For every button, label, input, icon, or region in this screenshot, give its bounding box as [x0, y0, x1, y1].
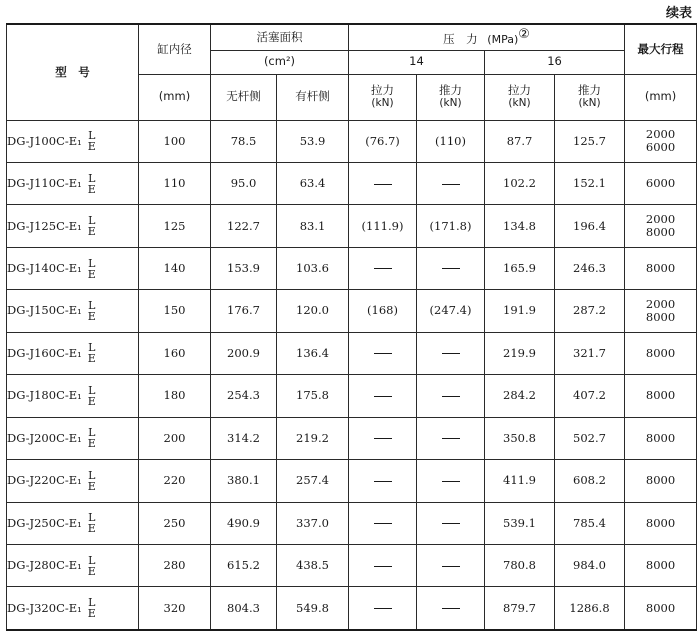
- model-code: DG-J150C-E₁: [7, 303, 82, 318]
- cell-bore: 250: [139, 502, 211, 544]
- header-rodless-side: 无杆侧: [211, 74, 277, 120]
- cell-rod-area: 120.0: [277, 290, 349, 332]
- model-suffix: L E: [87, 511, 96, 536]
- cell-rodless-area: 95.0: [211, 162, 277, 204]
- model-suffix: L E: [87, 256, 96, 281]
- cylinder-spec-table: [6, 23, 697, 631]
- cell-pull-14: [349, 545, 417, 587]
- cell-max-stroke: 8000: [625, 332, 697, 374]
- dash-mark: [442, 438, 460, 439]
- cell-push-16: 407.2: [555, 375, 625, 417]
- cell-push-16: 1286.8: [555, 587, 625, 630]
- cell-pull-16: 134.8: [485, 205, 555, 247]
- cell-pull-14: [349, 417, 417, 459]
- cell-push-14: [417, 162, 485, 204]
- dash-mark: [442, 353, 460, 354]
- cell-push-14: [417, 502, 485, 544]
- dash-mark: [374, 396, 392, 397]
- cell-pull-14: [349, 587, 417, 630]
- cell-rod-area: 438.5: [277, 545, 349, 587]
- cell-max-stroke: 8000: [625, 247, 697, 289]
- model-suffix: L E: [87, 129, 96, 154]
- dash-mark: [442, 481, 460, 482]
- model-code: DG-J200C-E₁: [7, 430, 82, 445]
- cell-rod-area: 219.2: [277, 417, 349, 459]
- cell-max-stroke: 8000: [625, 417, 697, 459]
- dash-mark: [374, 523, 392, 524]
- cell-push-16: 196.4: [555, 205, 625, 247]
- table-row: [7, 205, 697, 247]
- dash-mark: [374, 566, 392, 567]
- table-row: [7, 375, 697, 417]
- cell-bore: 200: [139, 417, 211, 459]
- header-bore-unit: (mm): [139, 74, 211, 120]
- cell-pull-14: (76.7): [349, 120, 417, 162]
- cell-max-stroke: 6000: [625, 162, 697, 204]
- model-code: DG-J320C-E₁: [7, 600, 82, 615]
- header-pressure-note: ②: [518, 27, 530, 43]
- cell-rod-area: 136.4: [277, 332, 349, 374]
- header-model: 型 号: [7, 24, 139, 120]
- cell-bore: 180: [139, 375, 211, 417]
- table-row: [7, 247, 697, 289]
- cell-push-14: [417, 587, 485, 630]
- cell-model: [7, 587, 139, 630]
- cell-model: [7, 205, 139, 247]
- dash-mark: [374, 268, 392, 269]
- header-push-16: 推力 (kN): [555, 74, 625, 120]
- cell-max-stroke: 8000: [625, 460, 697, 502]
- model-suffix: L E: [87, 299, 96, 324]
- header-pull-14: 拉力 (kN): [349, 74, 417, 120]
- table-row: [7, 120, 697, 162]
- cell-pull-16: 411.9: [485, 460, 555, 502]
- cell-pull-14: [349, 375, 417, 417]
- cell-pull-16: 87.7: [485, 120, 555, 162]
- header-bore: 缸内径: [139, 24, 211, 74]
- cell-max-stroke: 8000: [625, 587, 697, 630]
- continued-label: 续表: [665, 6, 692, 21]
- model-suffix: L E: [87, 383, 96, 408]
- table-row: [7, 587, 697, 630]
- model-suffix: L E: [87, 171, 96, 196]
- cell-rod-area: 63.4: [277, 162, 349, 204]
- cell-rod-area: 337.0: [277, 502, 349, 544]
- model-code: DG-J100C-E₁: [7, 133, 82, 148]
- cell-push-16: 608.2: [555, 460, 625, 502]
- cell-model: [7, 162, 139, 204]
- table-row: [7, 502, 697, 544]
- cell-pull-14: (168): [349, 290, 417, 332]
- model-suffix: L E: [87, 468, 96, 493]
- cell-push-14: [417, 332, 485, 374]
- cell-rodless-area: 254.3: [211, 375, 277, 417]
- model-suffix: L E: [87, 214, 96, 239]
- header-piston-area-unit: (cm²): [211, 50, 349, 74]
- header-pressure-unit: (MPa): [487, 32, 519, 46]
- model-suffix: L E: [87, 341, 96, 366]
- cell-push-14: [417, 417, 485, 459]
- cell-rodless-area: 176.7: [211, 290, 277, 332]
- cell-push-14: (171.8): [417, 205, 485, 247]
- dash-mark: [374, 608, 392, 609]
- cell-push-16: 984.0: [555, 545, 625, 587]
- cell-pull-16: 350.8: [485, 417, 555, 459]
- cell-model: [7, 460, 139, 502]
- cell-push-16: 125.7: [555, 120, 625, 162]
- header-max-stroke-unit: (mm): [625, 74, 697, 120]
- cell-rodless-area: 314.2: [211, 417, 277, 459]
- model-code: DG-J125C-E₁: [7, 218, 82, 233]
- cell-pull-16: 539.1: [485, 502, 555, 544]
- cell-bore: 320: [139, 587, 211, 630]
- cell-push-14: (247.4): [417, 290, 485, 332]
- cell-rodless-area: 153.9: [211, 247, 277, 289]
- cell-push-16: 785.4: [555, 502, 625, 544]
- model-code: DG-J140C-E₁: [7, 260, 82, 275]
- table-row: [7, 332, 697, 374]
- cell-max-stroke: 8000: [625, 502, 697, 544]
- header-piston-area: 活塞面积: [211, 24, 349, 50]
- cell-rod-area: 53.9: [277, 120, 349, 162]
- cell-push-14: [417, 247, 485, 289]
- cell-pull-16: 879.7: [485, 587, 555, 630]
- cell-rod-area: 83.1: [277, 205, 349, 247]
- cell-model: [7, 502, 139, 544]
- cell-pull-16: 165.9: [485, 247, 555, 289]
- cell-bore: 100: [139, 120, 211, 162]
- cell-model: [7, 247, 139, 289]
- model-suffix: L E: [87, 553, 96, 578]
- header-pressure-label: 压 力: [443, 31, 478, 46]
- cell-max-stroke: 2000 6000: [625, 120, 697, 162]
- cell-rodless-area: 122.7: [211, 205, 277, 247]
- dash-mark: [374, 353, 392, 354]
- cell-rod-area: 549.8: [277, 587, 349, 630]
- cell-bore: 160: [139, 332, 211, 374]
- cell-push-14: [417, 545, 485, 587]
- cell-model: [7, 120, 139, 162]
- header-pressure: [349, 24, 625, 50]
- cell-bore: 140: [139, 247, 211, 289]
- model-code: DG-J250C-E₁: [7, 515, 82, 530]
- cell-model: [7, 332, 139, 374]
- table-row: [7, 162, 697, 204]
- cell-pull-14: [349, 502, 417, 544]
- dash-mark: [442, 184, 460, 185]
- cell-model: [7, 375, 139, 417]
- cell-bore: 110: [139, 162, 211, 204]
- model-code: DG-J180C-E₁: [7, 388, 82, 403]
- cell-rodless-area: 615.2: [211, 545, 277, 587]
- table-row: [7, 460, 697, 502]
- cell-rodless-area: 200.9: [211, 332, 277, 374]
- dash-mark: [442, 396, 460, 397]
- cell-pull-14: (111.9): [349, 205, 417, 247]
- table-row: [7, 290, 697, 332]
- cell-rodless-area: 804.3: [211, 587, 277, 630]
- dash-mark: [442, 566, 460, 567]
- cell-pull-16: 219.9: [485, 332, 555, 374]
- cell-push-14: [417, 460, 485, 502]
- cell-push-14: [417, 375, 485, 417]
- table-row: [7, 417, 697, 459]
- cell-bore: 220: [139, 460, 211, 502]
- table-body: [7, 120, 697, 630]
- cell-push-16: 502.7: [555, 417, 625, 459]
- cell-push-14: (110): [417, 120, 485, 162]
- model-code: DG-J280C-E₁: [7, 558, 82, 573]
- cell-bore: 125: [139, 205, 211, 247]
- table-row: [7, 545, 697, 587]
- dash-mark: [374, 481, 392, 482]
- dash-mark: [374, 184, 392, 185]
- cell-push-16: 246.3: [555, 247, 625, 289]
- cell-rod-area: 103.6: [277, 247, 349, 289]
- cell-model: [7, 545, 139, 587]
- cell-model: [7, 290, 139, 332]
- cell-rod-area: 175.8: [277, 375, 349, 417]
- dash-mark: [442, 608, 460, 609]
- cell-push-16: 152.1: [555, 162, 625, 204]
- cell-pull-16: 284.2: [485, 375, 555, 417]
- header-rod-side: 有杆侧: [277, 74, 349, 120]
- cell-max-stroke: 2000 8000: [625, 290, 697, 332]
- cell-pull-14: [349, 162, 417, 204]
- cell-push-16: 321.7: [555, 332, 625, 374]
- cell-pull-16: 191.9: [485, 290, 555, 332]
- cell-push-16: 287.2: [555, 290, 625, 332]
- model-suffix: L E: [87, 426, 96, 451]
- cell-pull-14: [349, 332, 417, 374]
- header-push-14: 推力 (kN): [417, 74, 485, 120]
- header-pressure-16: 16: [485, 50, 625, 74]
- header-max-stroke: 最大行程: [625, 24, 697, 74]
- cell-pull-16: 780.8: [485, 545, 555, 587]
- cell-pull-14: [349, 247, 417, 289]
- header-pressure-14: 14: [349, 50, 485, 74]
- cell-bore: 280: [139, 545, 211, 587]
- model-code: DG-J110C-E₁: [7, 176, 82, 191]
- cell-max-stroke: 8000: [625, 545, 697, 587]
- cell-pull-16: 102.2: [485, 162, 555, 204]
- header-pull-16: 拉力 (kN): [485, 74, 555, 120]
- cell-max-stroke: 8000: [625, 375, 697, 417]
- cell-model: [7, 417, 139, 459]
- model-code: DG-J160C-E₁: [7, 345, 82, 360]
- cell-rod-area: 257.4: [277, 460, 349, 502]
- cell-max-stroke: 2000 8000: [625, 205, 697, 247]
- model-suffix: L E: [87, 596, 96, 621]
- dash-mark: [442, 523, 460, 524]
- cell-rodless-area: 380.1: [211, 460, 277, 502]
- dash-mark: [374, 438, 392, 439]
- cell-pull-14: [349, 460, 417, 502]
- model-code: DG-J220C-E₁: [7, 473, 82, 488]
- dash-mark: [442, 268, 460, 269]
- cell-rodless-area: 490.9: [211, 502, 277, 544]
- cell-rodless-area: 78.5: [211, 120, 277, 162]
- cell-bore: 150: [139, 290, 211, 332]
